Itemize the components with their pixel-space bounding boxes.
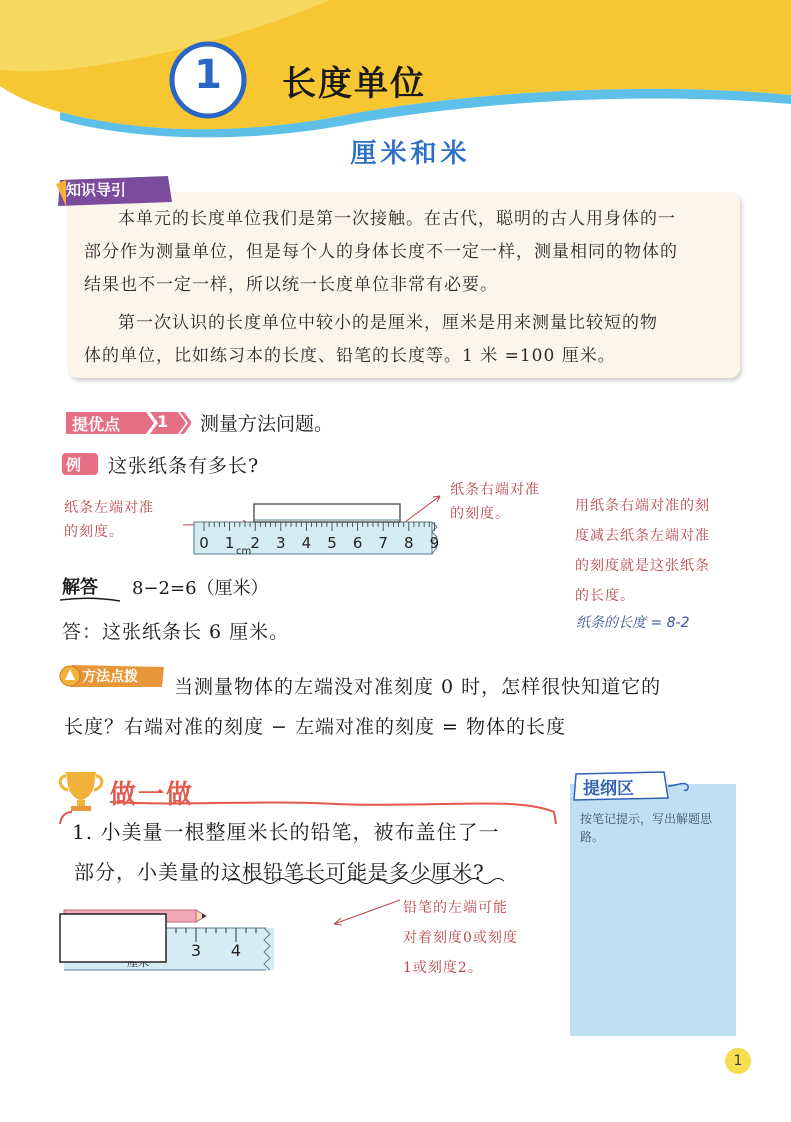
- practice-note: [403, 893, 518, 983]
- practice-note-arrow: [330, 890, 410, 930]
- practice-title: 做一做: [110, 780, 195, 810]
- knowledge-line: 第一次认识的长度单位中较小的是厘米，厘米是用来测量比较短的物: [118, 313, 658, 333]
- note-right: [450, 478, 540, 526]
- method-tag: 方法点拨: [82, 669, 138, 685]
- note-line: 的刻度。: [64, 524, 124, 540]
- answer-sentence: 答：这张纸条长 6 厘米。: [62, 621, 290, 643]
- ruler-tick-label: 9: [429, 534, 440, 552]
- knowledge-line: 本单元的长度单位我们是第一次接触。在古代，聪明的古人用身体的一: [118, 209, 676, 229]
- point-tag: 提优点: [72, 415, 121, 434]
- practice-ruler-figure: [56, 900, 356, 980]
- unit-title: 长度单位: [282, 64, 426, 104]
- practice-q1-wavy-underline: [228, 876, 528, 886]
- knowledge-paragraph-1: [84, 203, 734, 302]
- practice-ruler-tick-3: 3: [190, 941, 202, 960]
- page-number: 1: [725, 1048, 751, 1074]
- practice-q1-line-1: 1. 小美量一根整厘米长的铅笔，被布盖住了一: [72, 820, 500, 844]
- outline-hint: 按笔记提示，写出解题思路。: [580, 812, 713, 844]
- answer-equation: 8−2=6（厘米）: [132, 578, 269, 599]
- note-line: 的刻度。: [450, 506, 510, 522]
- method-line-1: 当测量物体的左端没对准刻度 0 时，怎样很快知道它的: [174, 676, 662, 698]
- ruler-tick-label: 8: [404, 534, 414, 552]
- practice-ruler-tick-4: 4: [230, 941, 242, 960]
- knowledge-line: 部分作为测量单位，但是每个人的身体长度不一定一样，测量相同的物体的: [84, 242, 678, 262]
- note-line: 纸条左端对准: [64, 500, 154, 516]
- answer-underline: [60, 596, 120, 604]
- note-line: 用纸条右端对准的刻: [575, 498, 710, 514]
- ruler-tick-label: 4: [301, 534, 312, 552]
- ruler-tick-label: 3: [276, 534, 286, 552]
- note-left: [64, 496, 154, 544]
- knowledge-line: 体的单位，比如练习本的长度、铅笔的长度等。1 米 =100 厘米。: [84, 346, 616, 366]
- section-title: 厘米和米: [350, 139, 471, 169]
- practice-q1-line-2: 部分，小美量的这根铅笔长可能是多少厘米?: [74, 860, 485, 884]
- cloth-cover: [60, 914, 166, 962]
- point-description: 测量方法问题。: [200, 413, 334, 435]
- note-side: [575, 491, 710, 611]
- ruler-tick-label: 1: [224, 534, 235, 552]
- example-question: 这张纸条有多长?: [108, 455, 260, 477]
- note-formula: 纸条的长度 = 8-2: [576, 615, 690, 631]
- note-line: 对着刻度0或刻度: [403, 930, 518, 946]
- outline-tag: 提纲区: [583, 779, 634, 799]
- note-line: 度减去纸条左端对准: [575, 528, 710, 544]
- ruler-tick-label: 5: [327, 534, 337, 552]
- note-line: 1或刻度2。: [403, 960, 483, 976]
- knowledge-tag: 知识导引: [66, 181, 127, 199]
- note-line: 纸条右端对准: [450, 482, 540, 498]
- point-number: 1: [157, 412, 169, 431]
- ruler-tick-label: 2: [250, 534, 260, 552]
- example-ruler-figure: [150, 480, 450, 560]
- ruler-tick-label: 7: [378, 534, 388, 552]
- ruler-tick-label: 6: [352, 534, 363, 552]
- answer-label: 解答: [62, 577, 98, 598]
- ruler-unit-label: cm: [236, 546, 252, 557]
- unit-number: 1: [194, 52, 222, 98]
- knowledge-line: 结果也不一定一样，所以统一长度单位非常有必要。: [84, 275, 498, 295]
- note-line: 的长度。: [575, 588, 635, 604]
- method-line-2: 长度？右端对准的刻度 − 左端对准的刻度 = 物体的长度: [64, 716, 566, 738]
- knowledge-paragraph-2: [84, 307, 734, 373]
- example-tag: 例: [66, 456, 82, 474]
- ruler-tick-label: 0: [199, 534, 209, 552]
- note-line: 铅笔的左端可能: [403, 900, 508, 916]
- note-line: 的刻度就是这张纸条: [575, 558, 710, 574]
